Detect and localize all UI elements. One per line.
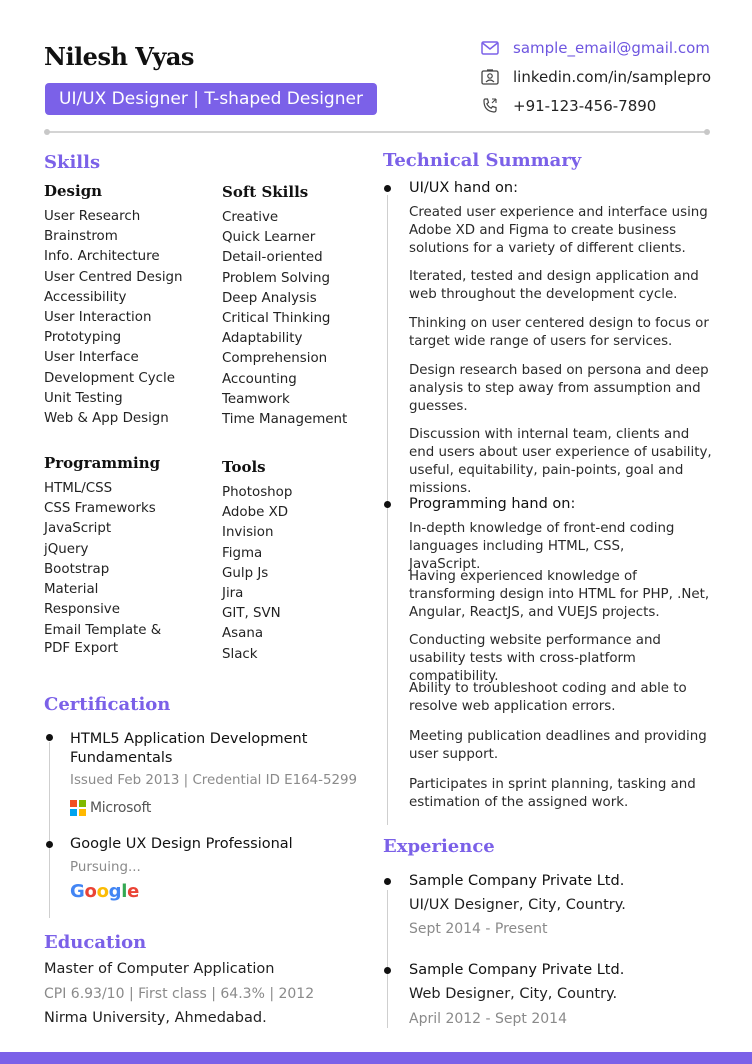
experience-company: Sample Company Private Ltd. [409, 962, 625, 978]
technical-group-title: Programming hand on: [409, 496, 576, 512]
soft-skill: Problem Solving [222, 270, 331, 286]
design-heading: Design [44, 182, 103, 200]
tool-item: Adobe XD [222, 505, 289, 521]
experience-dates: Sept 2014 - Present [409, 921, 548, 937]
tool-item: Gulp Js [222, 565, 269, 581]
microsoft-logo-text: Microsoft [90, 800, 152, 816]
technical-paragraph: Participates in sprint planning, tasking and estimation of the assigned work. [409, 777, 696, 810]
role-badge: UI/UX Designer | T-shaped Designer [45, 83, 377, 115]
technical-paragraph: Discussion with internal team, clients and end users about user experience of usability, useful, equitability, pain-points, goal and missions. [409, 427, 712, 496]
design-skill: Unit Testing [44, 390, 123, 406]
microsoft-logo [70, 800, 151, 816]
education-degree: Master of Computer Application [44, 961, 275, 977]
technical-paragraph: Meeting publication deadlines and providing user support. [409, 729, 707, 762]
soft-skill-list [222, 208, 347, 430]
certification-heading: Certification [44, 694, 171, 715]
technical-summary-heading: Technical Summary [383, 150, 582, 171]
linkedin-contact[interactable] [480, 68, 711, 86]
cert-title: Google UX Design Professional [70, 836, 293, 852]
timeline-dot [384, 185, 391, 192]
programming-skill: HTML/CSS [44, 481, 113, 496]
technical-paragraph: Conducting website performance and usability tests with cross-platform compatibility. [409, 633, 661, 684]
phone-text[interactable]: +91-123-456-7890 [513, 97, 657, 115]
technical-paragraph: Ability to troubleshoot coding and able to resolve web application errors. [409, 681, 687, 714]
phone-contact[interactable] [480, 97, 656, 115]
experience-heading: Experience [383, 836, 495, 857]
technical-paragraph: Having experienced knowledge of transforming design into HTML for PHP, .Net, Angular, ReactJS, and VUEJS projects. [409, 569, 710, 620]
education-school: Nirma University, Ahmedabad. [44, 1010, 267, 1026]
footer-accent-bar [0, 1052, 752, 1064]
design-skill-list [44, 207, 183, 429]
technical-timeline [387, 195, 388, 825]
soft-skill: Deep Analysis [222, 290, 317, 306]
candidate-name: Nilesh Vyas [44, 42, 194, 71]
cert-detail: Pursuing... [70, 860, 141, 875]
programming-skill: Responsive [44, 602, 120, 618]
design-skill: User Research [44, 209, 141, 224]
design-skill: User Interaction [44, 309, 152, 325]
experience-timeline [387, 890, 388, 1028]
design-skill: Accessibility [44, 289, 127, 305]
experience-company: Sample Company Private Ltd. [409, 873, 625, 889]
soft-skill: Critical Thinking [222, 310, 331, 326]
timeline-dot [46, 841, 53, 848]
tool-item: Photoshop [222, 485, 293, 500]
education-heading: Education [44, 932, 147, 953]
design-skill: Brainstrom [44, 229, 118, 245]
technical-paragraph: Created user experience and interface using Adobe XD and Figma to create business solutions for a variety of different clients. [409, 205, 708, 256]
email-contact[interactable] [480, 39, 710, 57]
technical-paragraph: Iterated, tested and design application and web throughout the development cycle. [409, 269, 699, 302]
timeline-dot [46, 734, 53, 741]
cert-detail: Issued Feb 2013 | Credential ID E164-5299 [70, 773, 358, 788]
experience-dates: April 2012 - Sept 2014 [409, 1011, 567, 1027]
programming-skill: Material [44, 581, 99, 597]
soft-skill: Teamwork [222, 391, 290, 407]
soft-skill: Time Management [222, 411, 348, 427]
timeline-dot [384, 501, 391, 508]
timeline-dot [384, 967, 391, 974]
microsoft-logo-mark [70, 800, 86, 816]
google-logo: Google [70, 881, 140, 902]
mail-icon [480, 39, 500, 57]
technical-paragraph: Design research based on persona and deep analysis to step away from assumption and guesses. [409, 363, 709, 414]
certification-timeline [49, 742, 50, 918]
technical-group-title: UI/UX hand on: [409, 180, 518, 196]
tool-item: Jira [222, 585, 244, 601]
timeline-dot [384, 878, 391, 885]
phone-icon [480, 97, 500, 115]
tools-heading: Tools [222, 458, 266, 476]
linkedin-text[interactable]: linkedin.com/in/samplepro [513, 68, 712, 86]
programming-skill: CSS Frameworks [44, 501, 156, 517]
experience-role: UI/UX Designer, City, Country. [409, 897, 626, 913]
soft-skill: Detail-oriented [222, 250, 323, 266]
design-skill: Info. Architecture [44, 249, 160, 265]
programming-skill: JavaScript [44, 521, 112, 537]
education-score: CPI 6.93/10 | First class | 64.3% | 2012 [44, 986, 315, 1002]
tool-item: Figma [222, 545, 263, 561]
linkedin-card-icon [480, 68, 500, 86]
tool-item: Slack [222, 646, 258, 662]
tool-item: Asana [222, 626, 264, 642]
technical-paragraph: In-depth knowledge of front-end coding languages including HTML, CSS, JavaScript. [409, 521, 675, 572]
soft-skill: Quick Learner [222, 230, 316, 246]
tool-item: Invision [222, 525, 274, 541]
technical-paragraph: Thinking on user centered design to focus or target wide range of users for services. [409, 316, 709, 349]
email-text[interactable]: sample_email@gmail.com [513, 39, 710, 57]
soft-skill: Creative [222, 210, 279, 225]
soft-skill: Comprehension [222, 351, 328, 367]
programming-heading: Programming [44, 454, 161, 472]
tool-item: GIT, SVN [222, 606, 281, 622]
soft-skill: Accounting [222, 371, 297, 387]
design-skill: Web & App Design [44, 410, 169, 426]
cert-title: HTML5 Application Development Fundamentals [70, 731, 308, 766]
design-skill: User Interface [44, 350, 139, 366]
skills-heading: Skills [44, 152, 101, 173]
design-skill: Prototyping [44, 330, 122, 346]
header-divider [47, 131, 707, 133]
tools-list [222, 483, 292, 665]
programming-skill: Email Template & PDF Export [44, 623, 162, 657]
design-skill: User Centred Design [44, 269, 183, 285]
programming-skill-list [44, 479, 174, 658]
soft-skills-heading: Soft Skills [222, 183, 309, 201]
design-skill: Development Cycle [44, 370, 175, 386]
programming-skill: jQuery [44, 541, 89, 557]
programming-skill: Bootstrap [44, 561, 110, 577]
soft-skill: Adaptability [222, 331, 303, 347]
experience-role: Web Designer, City, Country. [409, 986, 618, 1002]
